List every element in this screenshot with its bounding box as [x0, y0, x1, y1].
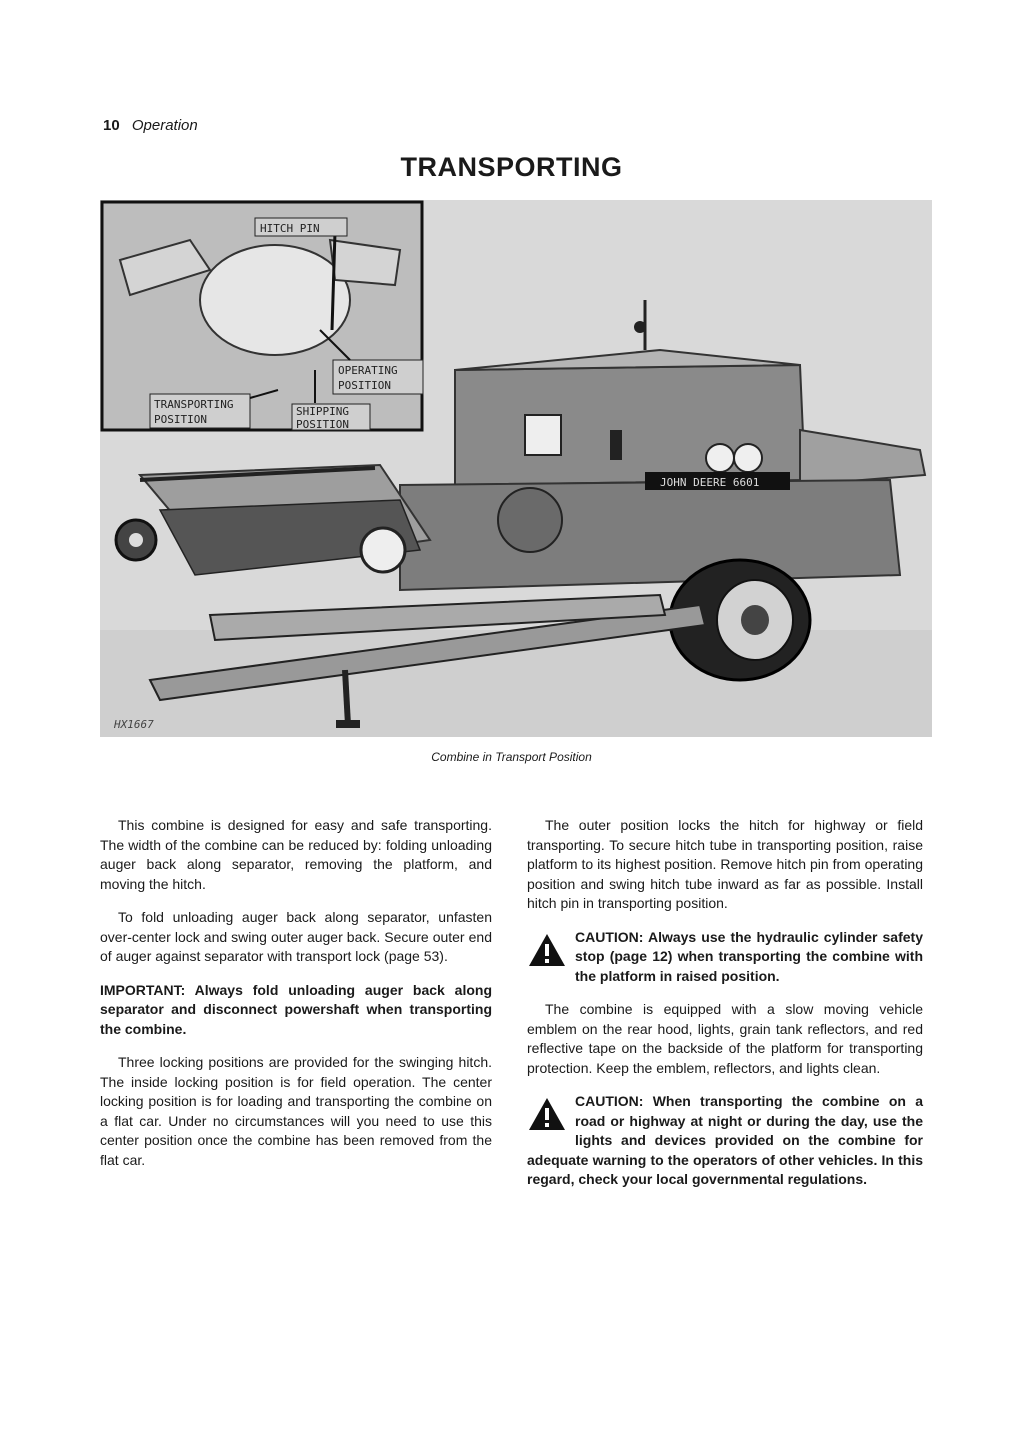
caution-text: CAUTION: Always use the hydraulic cylinder safety stop (page 12) when transporting the combine with the platform in raised position.	[575, 928, 923, 984]
shipping-position-label-1: SHIPPING	[296, 405, 349, 418]
shipping-position-label-2: POSITION	[296, 418, 349, 431]
warning-icon	[527, 1096, 567, 1132]
deere-emblem	[525, 415, 561, 455]
operating-position-label-2: POSITION	[338, 379, 391, 392]
combine-illustration	[100, 200, 932, 737]
machine-label: JOHN DEERE 6601	[660, 476, 760, 489]
section-title: Operation	[131, 117, 198, 134]
transporting-position-label-1: TRANSPORTING	[154, 398, 234, 411]
caution-block	[527, 928, 923, 987]
caution-block	[527, 1092, 923, 1190]
hitch-pin-label: HITCH PIN	[260, 222, 320, 235]
page-header	[103, 117, 198, 134]
paragraph: The combine is equipped with a slow moving vehicle emblem on the rear hood, lights, grain tank reflectors, and red reflective tape on the backside of the platform for transporting protection. Keep the emblem, reflectors, and lights clean.	[527, 1001, 923, 1076]
warning-icon	[527, 932, 567, 968]
paragraph: To fold unloading auger back along separator, unfasten over-center lock and swing outer auger back. Secure outer end of auger against separator with transport lock (page 53).	[100, 909, 492, 964]
paragraph: This combine is designed for easy and safe transporting. The width of the combine can be reduced by: folding unloading auger back along separator, removing the platform, and moving the hitch.	[100, 817, 492, 892]
operating-position-label-1: OPERATING	[338, 364, 398, 377]
paragraph: Three locking positions are provided for the swinging hitch. The inside locking position is for field operation. The center locking position is for loading and transporting the combine on a flat car. Under no circumstances will you need to use this center position once the combine has been removed from the flat car.	[100, 1054, 492, 1168]
combine-photo	[100, 200, 932, 737]
paragraph: The outer position locks the hitch for highway or field transporting. To secure hitch tube in transporting position, raise platform to its highest position. Remove hitch pin from operating position and swing hitch tube inward as far as possible. Install hitch pin in transporting position.	[527, 817, 923, 911]
photo-id: HX1667	[114, 718, 154, 731]
left-column	[100, 816, 492, 1184]
figure-caption: Combine in Transport Position	[431, 750, 592, 764]
transporting-position-label-2: POSITION	[154, 413, 207, 426]
page-title: TRANSPORTING	[400, 152, 623, 182]
page-number: 10	[103, 117, 120, 134]
caution-text: CAUTION: When transporting the combine on a road or highway at night or during the day, use the lights and devices provided on the combine for adequate warning to the operators of other vehicles. In this regard, check your local governmental regulations.	[527, 1093, 923, 1187]
right-column	[527, 816, 923, 1204]
important-notice: IMPORTANT: Always fold unloading auger back along separator and disconnect powershaft when transporting the combine.	[100, 981, 492, 1037]
